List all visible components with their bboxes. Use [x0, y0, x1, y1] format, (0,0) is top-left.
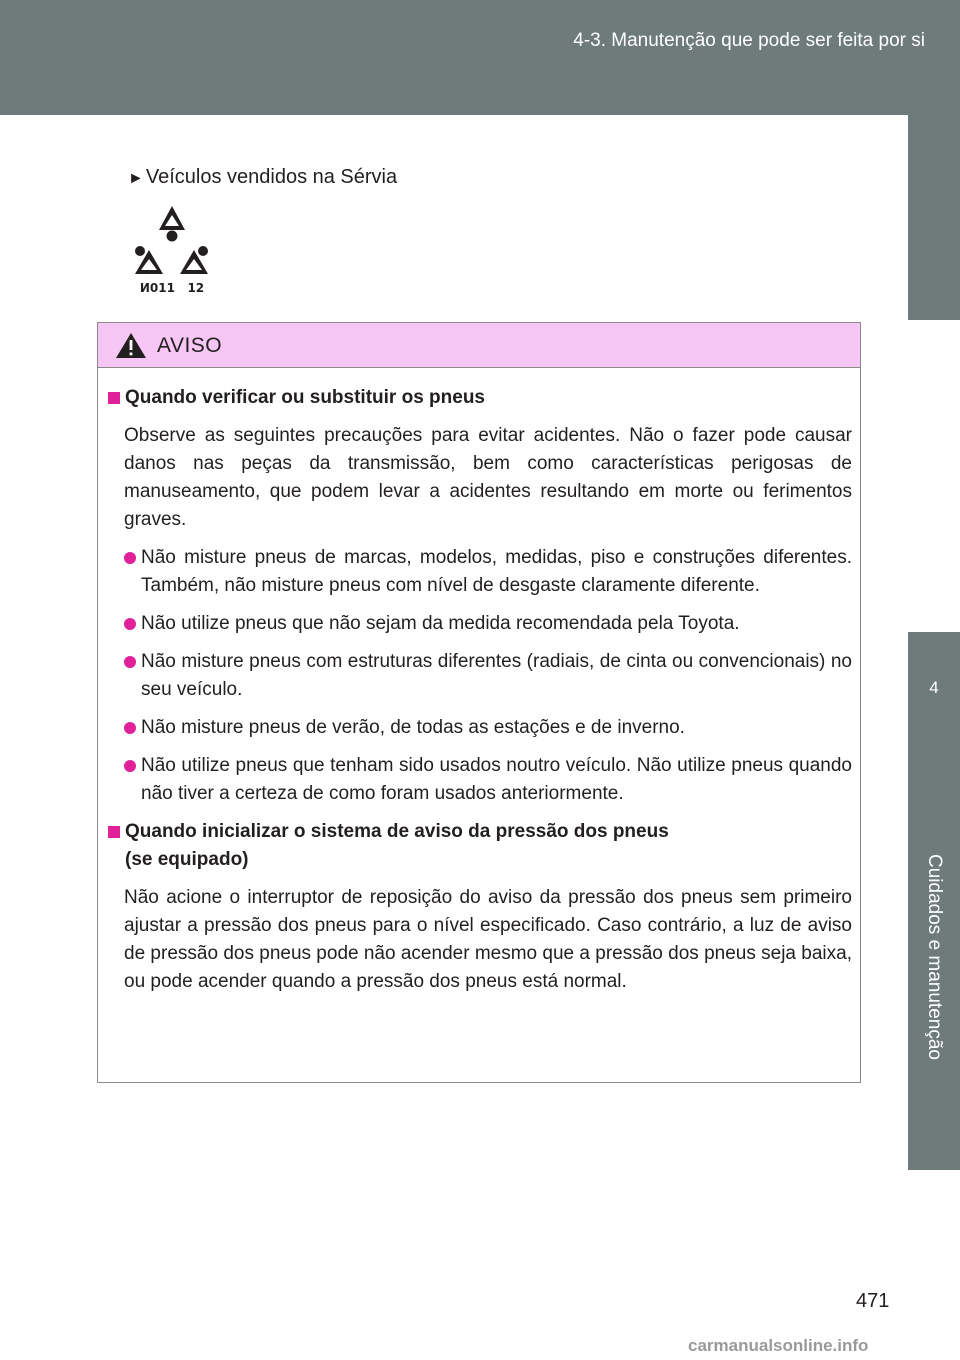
heading-line: Quando inicializar o sistema de aviso da pressão dos pneus: [125, 821, 669, 842]
chapter-tab-number[interactable]: 4: [908, 632, 960, 744]
region-text: Veículos vendidos na Sérvia: [145, 166, 398, 188]
region-line: [128, 166, 397, 189]
list-item: [124, 752, 852, 808]
section-title: 4-3. Manutenção que pode ser feita por si: [573, 30, 925, 51]
chapter-tab-label[interactable]: [908, 744, 960, 1170]
square-bullet-icon: [108, 392, 120, 404]
section-paragraph: Observe as seguintes precauções para evitar acidentes. Não o fazer pode causar danos nas peças da transmissão, bem como características perigosas de manuseamento, que podem levar a acidentes resultando em morte ou ferimentos graves.: [124, 425, 852, 530]
heading-line: Quando verificar ou substituir os pneus: [125, 387, 485, 408]
round-bullet-icon: [124, 656, 136, 668]
warning-triangle-icon: [115, 332, 147, 359]
list-item: [124, 610, 852, 638]
list-item-text: Não misture pneus de verão, de todas as estações e de inverno.: [141, 717, 685, 738]
page-number: 471: [856, 1290, 890, 1312]
section-heading: [108, 384, 852, 412]
side-tab-top: [908, 115, 960, 320]
list-item-text: Não utilize pneus que não sejam da medida recomendada pela Toyota.: [141, 613, 740, 634]
section-paragraph: Não acione o interruptor de reposição do aviso da pressão dos pneus sem primeiro ajustar a pressão dos pneus para o nível especificado. Caso contrário, a luz de aviso de pressão dos pneus pode não acender mesmo que a pressão dos pneus seja baixa, ou pode acender quando a pressão dos pneus está normal.: [124, 887, 852, 992]
list-item: [124, 544, 852, 600]
warning-header: [98, 323, 860, 368]
square-bullet-icon: [108, 826, 120, 838]
serbia-certification-mark-icon: [130, 202, 214, 298]
list-item: [124, 648, 852, 704]
watermark[interactable]: carmanualsonline.info: [688, 1336, 869, 1355]
list-item-text: Não utilize pneus que tenham sido usados noutro veículo. Não utilize pneus quando não tiver a certeza de como foram usados anteriormente.: [141, 755, 852, 804]
list-item-text: Não misture pneus de marcas, modelos, medidas, piso e construções diferentes. Também, não misture pneus com nível de desgaste claramente diferente.: [141, 547, 852, 596]
list-item: [124, 714, 852, 742]
heading-line: (se equipado): [125, 849, 249, 870]
round-bullet-icon: [124, 760, 136, 772]
warning-body: [98, 368, 860, 1006]
round-bullet-icon: [124, 618, 136, 630]
warning-title: AVISO: [157, 334, 223, 357]
round-bullet-icon: [124, 722, 136, 734]
header-band: [0, 0, 960, 115]
triangle-marker-icon: ►: [128, 170, 144, 187]
warning-box: [97, 322, 861, 1083]
serbia-mark-code: И011 12: [139, 281, 205, 295]
round-bullet-icon: [124, 552, 136, 564]
list-item-text: Não misture pneus com estruturas diferentes (radiais, de cinta ou convencionais) no seu veículo.: [141, 651, 852, 700]
section-heading: [108, 818, 852, 874]
chapter-label-text: Cuidados e manutenção: [924, 854, 945, 1060]
